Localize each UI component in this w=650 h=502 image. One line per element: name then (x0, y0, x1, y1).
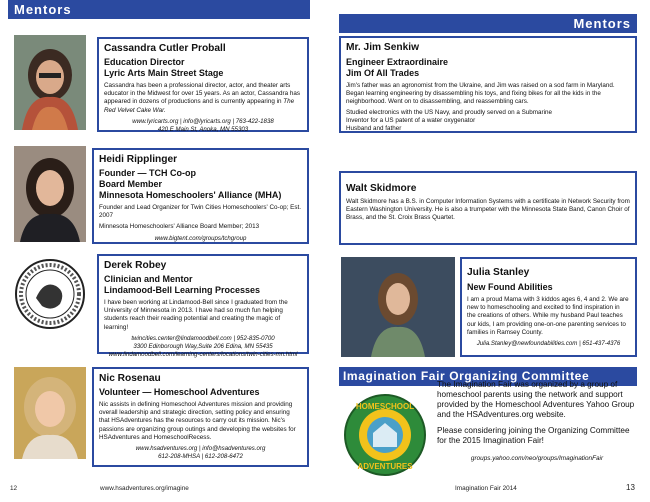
mentor-contact: twincities.center@lindamoodbell.com | 952-835-0700 3300 Edinborough Way,Suite 206 Edina, MN 55435 www.lindamoodbell.com/learning-centers/locations/twin-cities-mn.html (108, 334, 298, 358)
right-footer-label: Imagination Fair 2014 (455, 485, 517, 492)
mentor-organization: New Found Abilities (467, 282, 553, 292)
mentor-contact: www.bigtent.com/groups/tchgroup (154, 234, 247, 242)
org-paragraph-1: The Imagination Fair was organized by a group of homeschool parents using the network and support provided by the Homeschool Adventures Yahoo Group and the HSAdventures.org website. (437, 380, 635, 419)
mentor-bio-patent: Inventor for a US patent of a water oxygenator (346, 116, 476, 124)
mentor-title: Education Director (104, 57, 185, 67)
mentor-title: Clinician and Mentor (104, 274, 193, 284)
organizing-committee-header: Imagination Fair Organizing Committee (339, 367, 637, 386)
mentor-organization: Lyric Arts Main Street Stage (104, 68, 224, 78)
mentor-name: Walt Skidmore (346, 183, 417, 194)
derek-card (97, 254, 309, 358)
right-section-header: Mentors (339, 14, 637, 33)
mentor-name: Derek Robey (104, 260, 167, 271)
mentor-title-secondary: Jim Of All Trades (346, 68, 420, 78)
mentor-name: Heidi Ripplinger (99, 154, 178, 165)
left-page-number: 12 (10, 485, 18, 492)
mentor-bio: Walt Skidmore has a B.S. in Computer Information Systems with a certificate in Network Security from Eastern Washington University. He is also a trumpeter with the Minnesota State Band, Canon Choir of Brass, and the St. Croix Brass Quartet. (346, 198, 630, 222)
mentor-title: Founder — TCH Co-op (99, 168, 196, 178)
mentor-name: Nic Rosenau (99, 373, 161, 384)
mentor-contact: Julia.Stanley@newfoundabilities.com | 651-437-4376 (476, 340, 621, 348)
cassandra-photo (14, 35, 86, 130)
left-section-header: Mentors (8, 0, 310, 19)
mentor-bio: Founder and Lead Organizer for Twin Cities Homeschoolers' Co-op; Est. 2007 (99, 204, 301, 220)
julia-photo (341, 257, 455, 357)
mentor-bio-navy: Studied electronics with the US Navy, and proudly served on a Submarine (346, 108, 553, 116)
mentor-organization: Minnesota Homeschoolers' Alliance (MHA) (99, 190, 282, 200)
mentor-contact: www.hsadventures.org | info@hsadventures.org 612-208-MHSA | 612-208-6472 (135, 445, 266, 461)
logo-text-bottom: ADVENTURES (357, 462, 413, 471)
mentor-organization: Lindamood-Bell Learning Processes (104, 285, 261, 295)
mentor-bio: I have been working at Lindamood-Bell since I graduated from the University of Minnesota in 2013. I have had so much fun helping students reach their reading potential and creating the magic of learning! (104, 299, 288, 331)
heidi-photo (14, 146, 86, 242)
mentor-bio-family: Husband and father (346, 125, 402, 133)
right-page-number: 13 (626, 483, 635, 492)
logo-text-top: HOMESCHOOL (355, 402, 415, 411)
mentor-title: Engineer Extraordinaire (346, 57, 449, 67)
mentor-name: Julia Stanley (467, 267, 530, 278)
lindamood-bell-logo (14, 258, 86, 330)
cassandra-card (97, 37, 309, 132)
nic-photo (14, 367, 86, 459)
mentor-name: Cassandra Cutler Proball (104, 43, 226, 54)
jim-card (339, 36, 637, 133)
nic-card (92, 367, 309, 467)
organizing-committee-text (437, 380, 637, 464)
mentor-title: Volunteer — Homeschool Adventures (99, 387, 260, 397)
org-yahoo-link[interactable]: groups.yahoo.com/neo/groups/ImaginationFair (470, 455, 604, 462)
mentor-bio: Nic assists in defining Homeschool Adventures mission and providing overall leadership and strategic direction, setting policy and ensuring that HSAdventures has the resources to carry out its mission. Nic's passions are organizing group outings and developing the websites for HSAdventures and HomeschoolRecess. (99, 401, 296, 441)
mentor-bio: Cassandra has been a professional director, actor, and theater arts educator in the Midwest for over 15 years. As an actor, Cassandra has appeared in dozens of productions and is currently appearing in The Red Velvet Cake War. (104, 82, 301, 114)
mentor-title-secondary: Board Member (99, 179, 163, 189)
mentor-contact: www.lyricarts.org | info@lyricarts.org | 763-422-1838 420 E Main St, Anoka, MN 55303 (132, 117, 274, 133)
heidi-card (92, 148, 309, 244)
mentor-bio: Jim's father was an agronomist from the Ukraine, and Jim was raised on a sod farm in Maryland. Began learning engineering by disassembling his toys, and fixing bikes for all the kids in the neighborhood. Went on to disassembling, and reassembling cars. (346, 82, 615, 106)
mentor-bio: I am a proud Mama with 3 kiddos ages 6, 4 and 2. We are new to homeschooling and excited to find inspiration in the creations of others. While my husband Paul teaches our kids, I am providing one-on-one parenting services to families in Ramsey County. (467, 296, 629, 336)
mentor-bio-extra: Minnesota Homeschoolers' Alliance Board Member; 2013 (99, 223, 260, 231)
mentor-name: Mr. Jim Senkiw (346, 42, 420, 53)
left-footer-url[interactable]: www.hsadventures.org/imagine (100, 485, 189, 492)
homeschool-adventures-logo (343, 393, 427, 477)
org-paragraph-2: Please considering joining the Organizing Committee for the 2015 Imagination Fair! (437, 426, 630, 445)
julia-card (460, 257, 637, 357)
walt-card (339, 171, 637, 245)
